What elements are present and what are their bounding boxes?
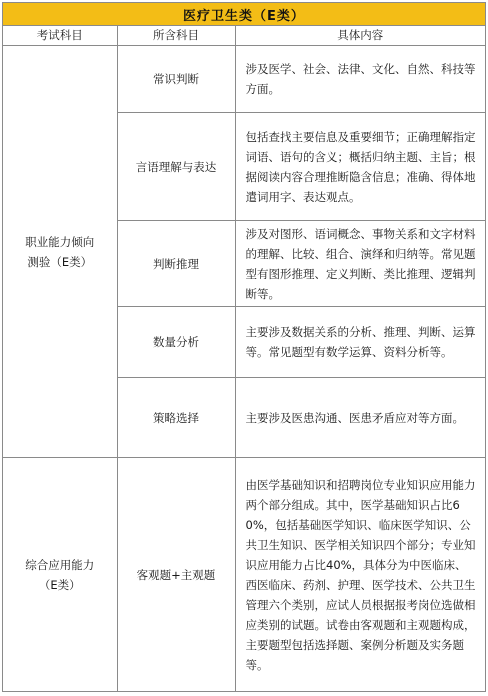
subject-cell: 客观题+主观题	[117, 458, 235, 692]
table-container	[2, 2, 486, 692]
table-title: 医疗卫生类（E类）	[3, 3, 485, 26]
content-cell: 主要涉及数据关系的分析、推理、判断、运算等。常见题型有数学运算、资料分析等。	[235, 307, 485, 378]
header-content: 具体内容	[235, 26, 485, 46]
content-cell: 包括查找主要信息及重要细节；正确理解指定词语、语句的含义；概括归纳主题、主旨；根据阅读内容合理推断隐含信息；准确、得体地遣词用字、表达观点。	[235, 113, 485, 221]
subject-cell: 数量分析	[117, 307, 235, 378]
subject-cell: 常识判断	[117, 46, 235, 113]
exam-subject-cell: 职业能力倾向 测验（E类）	[3, 46, 117, 458]
content-cell: 涉及医学、社会、法律、文化、自然、科技等 方面。	[235, 46, 485, 113]
content-cell: 涉及对图形、语词概念、事物关系和文字材料的理解、比较、组合、演绎和归纳等。常见题型有图形推理、定义判断、类比推理、逻辑判断等。	[235, 221, 485, 307]
table-row	[3, 46, 485, 113]
header-row	[3, 26, 485, 46]
subject-cell: 策略选择	[117, 378, 235, 458]
header-included-subject: 所含科目	[117, 26, 235, 46]
exam-content-table	[3, 26, 485, 692]
content-cell: 由医学基础知识和招聘岗位专业知识应用能力两个部分组成。其中，医学基础知识占比60%，包括基础医学知识、临床医学知识、公共卫生知识、医学相关知识四个部分；专业知识应用能力占比40%，具体分为中医临床、西医临床、药剂、护理、医学技术、公共卫生管理六个类别，应试人员根据报考岗位选做相应类别的试题。试卷由客观题和主观题构成，主要题型包括选择题、案例分析题及实务题等。	[235, 458, 485, 692]
content-cell: 主要涉及医患沟通、医患矛盾应对等方面。	[235, 378, 485, 458]
table-row	[3, 458, 485, 692]
header-exam-subject: 考试科目	[3, 26, 117, 46]
subject-cell: 言语理解与表达	[117, 113, 235, 221]
subject-cell: 判断推理	[117, 221, 235, 307]
exam-subject-cell: 综合应用能力 （E类）	[3, 458, 117, 692]
